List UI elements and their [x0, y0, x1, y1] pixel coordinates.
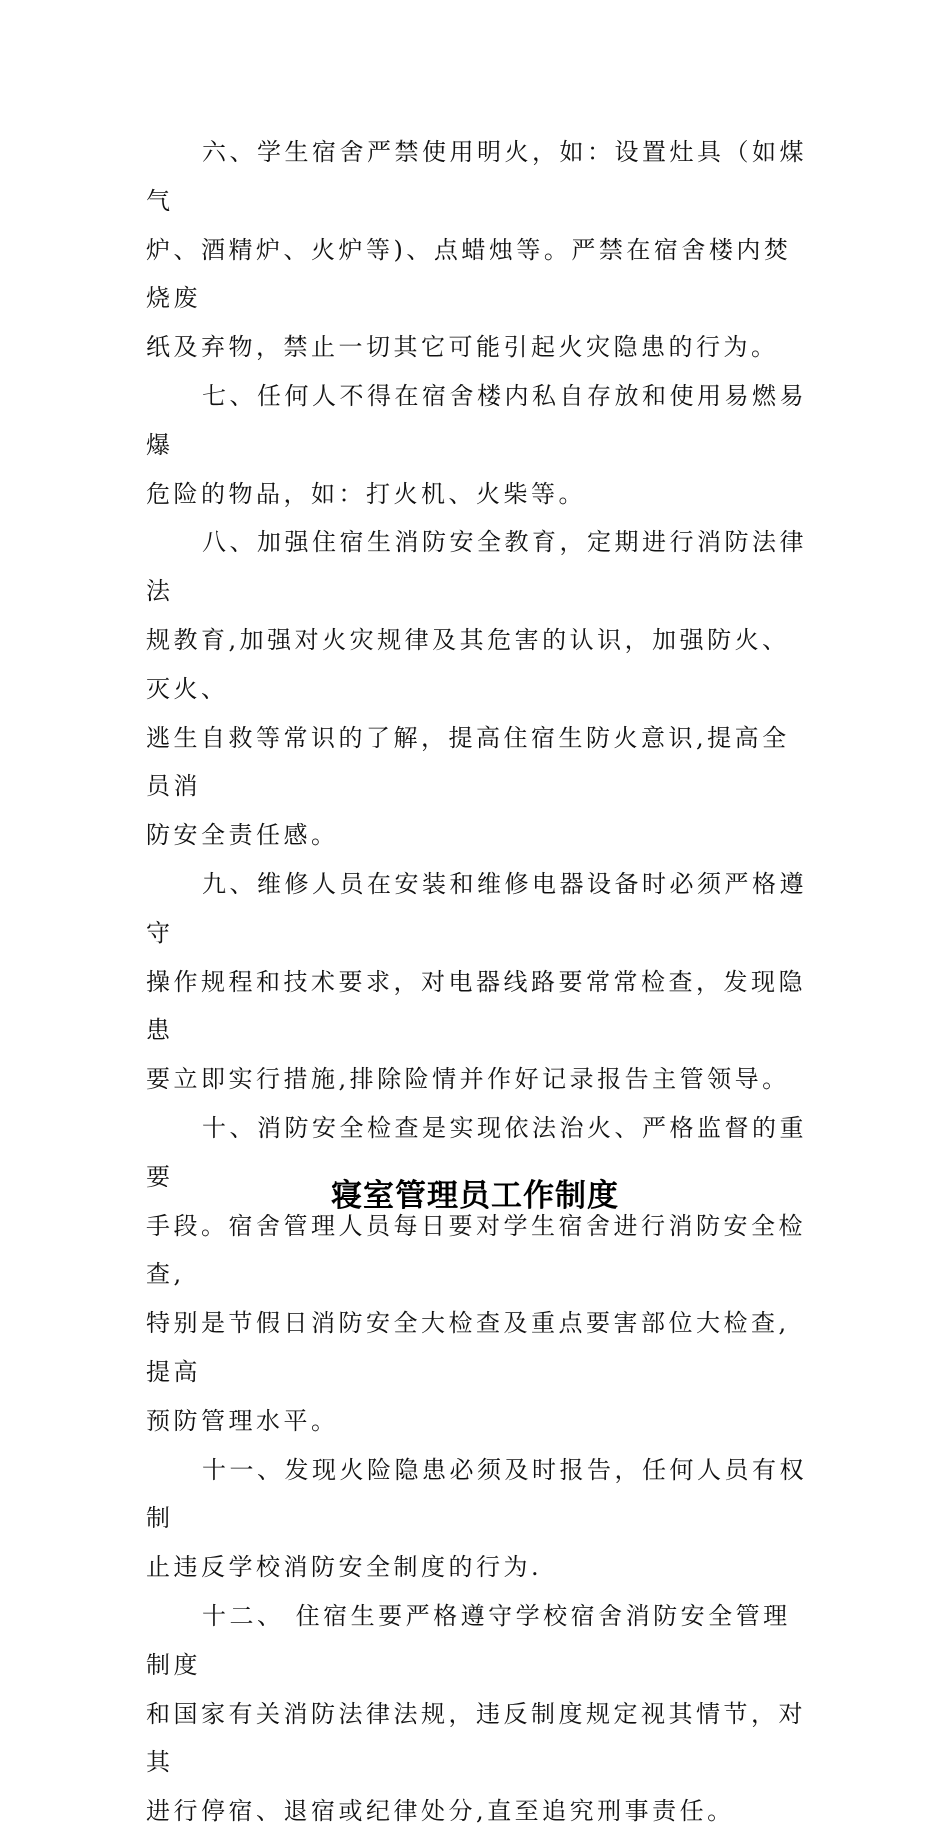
paragraph-line: 预防管理水平。	[146, 1406, 339, 1435]
paragraph-line: 七、任何人不得在宿舍楼内私自存放和使用易燃易爆	[146, 381, 807, 459]
paragraph-line: 八、加强住宿生消防安全教育，定期进行消防法律法	[146, 528, 807, 606]
paragraph-line: 危险的物品，如：打火机、火柴等。	[146, 479, 586, 508]
paragraph-line: 防安全责任感。	[146, 821, 339, 850]
paragraph-line: 止违反学校消防安全制度的行为.	[146, 1553, 543, 1582]
paragraph-11	[146, 1446, 810, 1592]
paragraph-line: 操作规程和技术要求，对电器线路要常常检查，发现隐患	[146, 967, 806, 1045]
document-body	[146, 128, 810, 1836]
paragraph-line: 要立即实行措施,排除险情并作好记录报告主管领导。	[146, 1065, 790, 1094]
paragraph-line: 十二、 住宿生要严格遵守学校宿舍消防安全管理制度	[146, 1601, 791, 1679]
paragraph-line: 逃生自救等常识的了解，提高住宿生防火意识,提高全员消	[146, 723, 790, 801]
paragraph-line: 十一、发现火险隐患必须及时报告，任何人员有权制	[146, 1455, 807, 1533]
paragraph-line: 六、学生宿舍严禁使用明火，如：设置灶具（如煤气	[146, 138, 807, 215]
paragraph-9	[146, 860, 810, 1104]
section-title: 寝室管理员工作制度	[331, 1178, 619, 1214]
paragraph-12	[146, 1592, 810, 1836]
paragraph-line: 炉、酒精炉、火炉等)、点蜡烛等。严禁在宿舍楼内焚烧废	[146, 235, 792, 313]
paragraph-line: 规教育,加强对火灾规律及其危害的认识，加强防火、灭火、	[146, 625, 790, 703]
paragraph-line: 纸及弃物，禁止一切其它可能引起火灾隐患的行为。	[146, 333, 779, 362]
paragraph-7	[146, 372, 810, 518]
paragraph-line: 手段。宿舍管理人员每日要对学生宿舍进行消防安全检查,	[146, 1211, 806, 1289]
paragraph-8	[146, 518, 810, 860]
paragraph-6	[146, 128, 810, 372]
paragraph-line: 进行停宿、退宿或纪律处分,直至追究刑事责任。	[146, 1797, 735, 1826]
paragraph-10	[146, 1104, 810, 1446]
paragraph-line: 特别是节假日消防安全大检查及重点要害部位大检查,提高	[146, 1309, 790, 1386]
paragraph-line: 九、维修人员在安装和维修电器设备时必须严格遵守	[146, 869, 807, 947]
paragraph-line: 十、消防安全检查是实现依法治火、严格监督的重要	[146, 1113, 807, 1191]
paragraph-line: 和国家有关消防法律法规，违反制度规定视其情节，对其	[146, 1699, 806, 1777]
